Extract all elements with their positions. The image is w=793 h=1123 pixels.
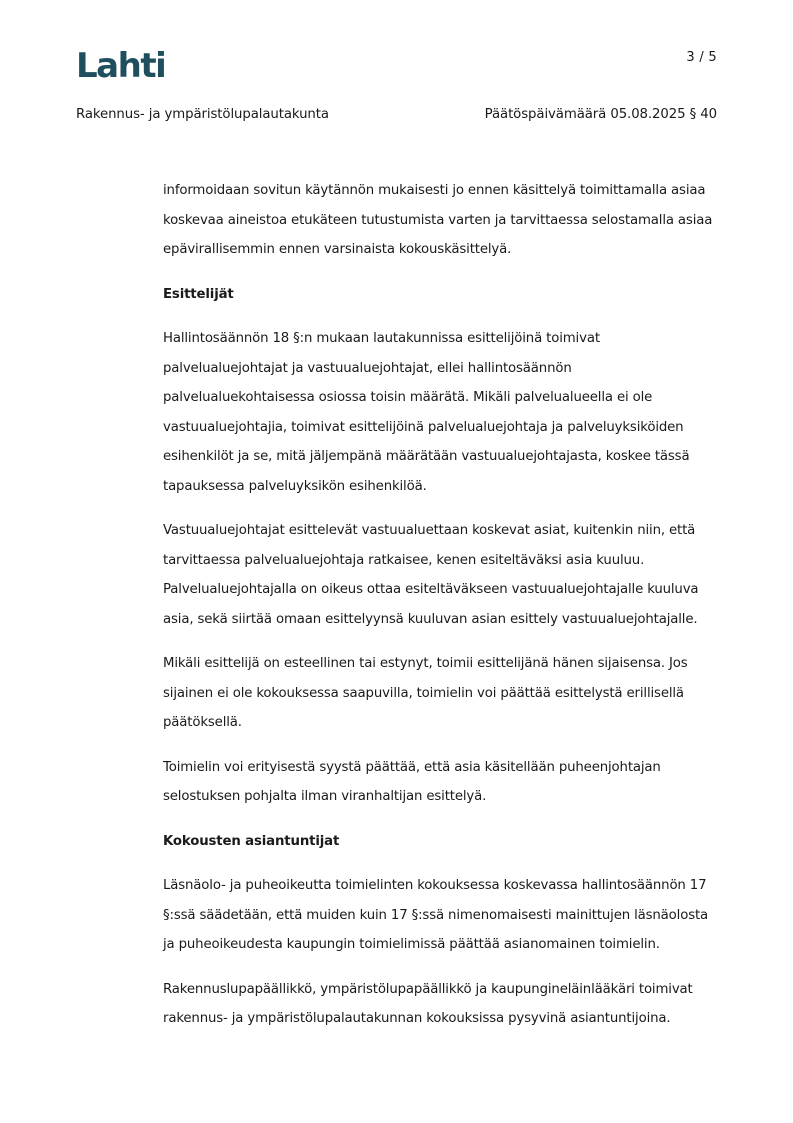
text-line: informoidaan sovitun käytännön mukaisesti jo ennen käsittelyä toimittamalla asiaa (163, 183, 706, 198)
text-line: Mikäli esittelijä on esteellinen tai estynyt, toimii esittelijänä hänen sijaisensa. Jos (163, 656, 688, 671)
paragraph (163, 176, 723, 265)
paragraph (163, 975, 723, 1034)
document-header (76, 107, 717, 122)
text-line: Vastuualuejohtajat esittelevät vastuualuettaan koskevat asiat, kuitenkin niin, että (163, 523, 696, 538)
paragraph (163, 516, 723, 634)
decision-date: Päätöspäivämäärä 05.08.2025 § 40 (484, 107, 717, 122)
text-line: ja puheoikeudesta kaupungin toimielimissä päättää asianomainen toimielin. (163, 937, 660, 952)
text-line: vastuualuejohtajia, toimivat esittelijöinä palvelualuejohtaja ja palveluyksiköiden (163, 419, 684, 435)
text-line: Läsnäolo- ja puheoikeutta toimielinten kokouksessa koskevassa hallintosäännön 17 (163, 878, 707, 893)
text-line: Palvelualuejohtajalla on oikeus ottaa esiteltäväkseen vastuualuejohtajalle kuuluva (163, 582, 699, 597)
paragraph (163, 871, 723, 960)
committee-name: Rakennus- ja ympäristölupalautakunta (76, 107, 329, 122)
document-body (163, 176, 723, 1049)
text-line: sijainen ei ole kokouksessa saapuvilla, toimielin voi päättää esittelystä erillisellä (163, 685, 684, 701)
paragraph (163, 649, 723, 738)
logo-text: Lahti (76, 46, 166, 82)
text-line: selostuksen pohjalta ilman viranhaltijan esittelyä. (163, 789, 487, 804)
text-line: asia, sekä siirtää omaan esittelyynsä kuuluvan asian esittely vastuualuejohtajalle. (163, 611, 698, 627)
page-number: 3 / 5 (686, 50, 717, 65)
text-line: palvelualuejohtajat ja vastuualuejohtajat, ellei hallintosäännön (163, 360, 572, 376)
text-line: esihenkilöt ja se, mitä jäljempänä määrätään vastuualuejohtajasta, koskee tässä (163, 449, 690, 464)
paragraph (163, 753, 723, 812)
text-line: tarvittaessa palvelualuejohtaja ratkaisee, kenen esiteltäväksi asia kuuluu. (163, 552, 645, 568)
text-line: koskevaa aineistoa etukäteen tutustumista varten ja tarvittaessa selostamalla asiaa (163, 212, 713, 228)
text-line: Rakennuslupapäällikkö, ympäristölupapäällikkö ja kaupungineläinlääkäri toimivat (163, 981, 693, 997)
text-line: palvelualuekohtaisessa osiossa toisin määrätä. Mikäli palvelualueella ei ole (163, 390, 653, 405)
text-line: Hallintosäännön 18 §:n mukaan lautakunnissa esittelijöinä toimivat (163, 331, 600, 346)
text-line: päätöksellä. (163, 715, 242, 730)
section-heading: Kokousten asiantuntijat (163, 833, 340, 849)
paragraph (163, 324, 723, 501)
text-line: §:ssä säädetään, että muiden kuin 17 §:ssä nimenomaisesti mainittujen läsnäolosta (163, 907, 709, 923)
text-line: epävirallisemmin ennen varsinaista kokouskäsittelyä. (163, 242, 512, 257)
text-line: tapauksessa palveluyksikön esihenkilöä. (163, 478, 427, 494)
section-heading: Esittelijät (163, 286, 234, 302)
text-line: Toimielin voi erityisestä syystä päättää, että asia käsitellään puheenjohtajan (163, 759, 661, 775)
lahti-logo (76, 46, 168, 82)
text-line: rakennus- ja ympäristölupalautakunnan kokouksissa pysyvinä asiantuntijoina. (163, 1011, 671, 1026)
